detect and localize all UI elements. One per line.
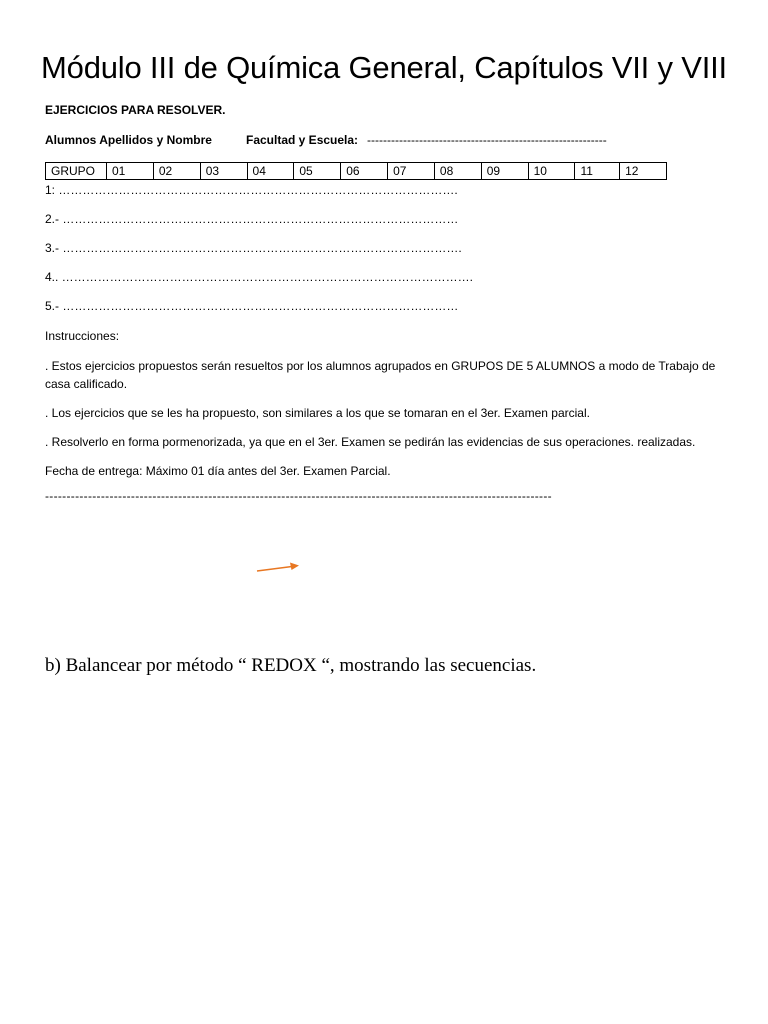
grupo-cell-07: 07: [388, 163, 435, 180]
alumnos-label: Alumnos Apellidos y Nombre: [45, 133, 212, 147]
student-info-row: [45, 133, 745, 149]
grupo-table-row: [46, 163, 667, 180]
grupo-cell-02: 02: [153, 163, 200, 180]
grupo-cell-06: 06: [341, 163, 388, 180]
section-heading: EJERCICIOS PARA RESOLVER.: [45, 103, 226, 117]
grupo-cell-01: 01: [107, 163, 154, 180]
student-line-2: 2.- ………………………………………………………………………………………: [45, 212, 459, 226]
student-line-5: 5.- ………………………………………………………………………………………: [45, 299, 459, 313]
student-line-4: 4.. ………………………………………………………………………………………….: [45, 270, 474, 284]
grupo-header-cell: GRUPO: [46, 163, 107, 180]
grupo-table: [45, 162, 667, 180]
fecha-entrega: Fecha de entrega: Máximo 01 día antes del 3er. Examen Parcial.: [45, 464, 391, 478]
grupo-cell-10: 10: [528, 163, 575, 180]
grupo-cell-05: 05: [294, 163, 341, 180]
instructions-label: Instrucciones:: [45, 329, 120, 343]
grupo-cell-04: 04: [247, 163, 294, 180]
student-line-3: 3.- ……………………………………………………………………………………….: [45, 241, 462, 255]
instruction-3: . Resolverlo en forma pormenorizada, ya que en el 3er. Examen se pedirán las evidencias de sus operaciones. realizadas.: [45, 435, 696, 449]
facultad-label: Facultad y Escuela:: [246, 133, 359, 147]
grupo-cell-11: 11: [575, 163, 620, 180]
facultad-blank-line: ------------------------------------------------------------: [367, 133, 607, 147]
grupo-cell-12: 12: [620, 163, 667, 180]
grupo-cell-09: 09: [481, 163, 528, 180]
arrow-head: [290, 563, 299, 571]
instruction-2: . Los ejercicios que se les ha propuesto, son similares a los que se tomaran en el 3er. Examen parcial.: [45, 406, 590, 420]
separator-line: ----------------------------------------------------------------------------------------------------------------------: [45, 489, 552, 503]
page-title: Módulo III de Química General, Capítulos VII y VIII: [41, 50, 727, 85]
student-line-1: 1: ……………………………………………………………………………………….: [45, 183, 458, 197]
balance-instruction: b) Balancear por método “ REDOX “, mostrando las secuencias.: [45, 655, 537, 676]
instruction-1: . Estos ejercicios propuestos serán resueltos por los alumnos agrupados en GRUPOS DE 5 ALUMNOS a modo de Trabajo de casa calificado.: [45, 359, 716, 391]
orange-arrow-icon: [256, 560, 302, 574]
grupo-cell-03: 03: [200, 163, 247, 180]
arrow-shaft: [257, 567, 292, 572]
grupo-cell-08: 08: [434, 163, 481, 180]
